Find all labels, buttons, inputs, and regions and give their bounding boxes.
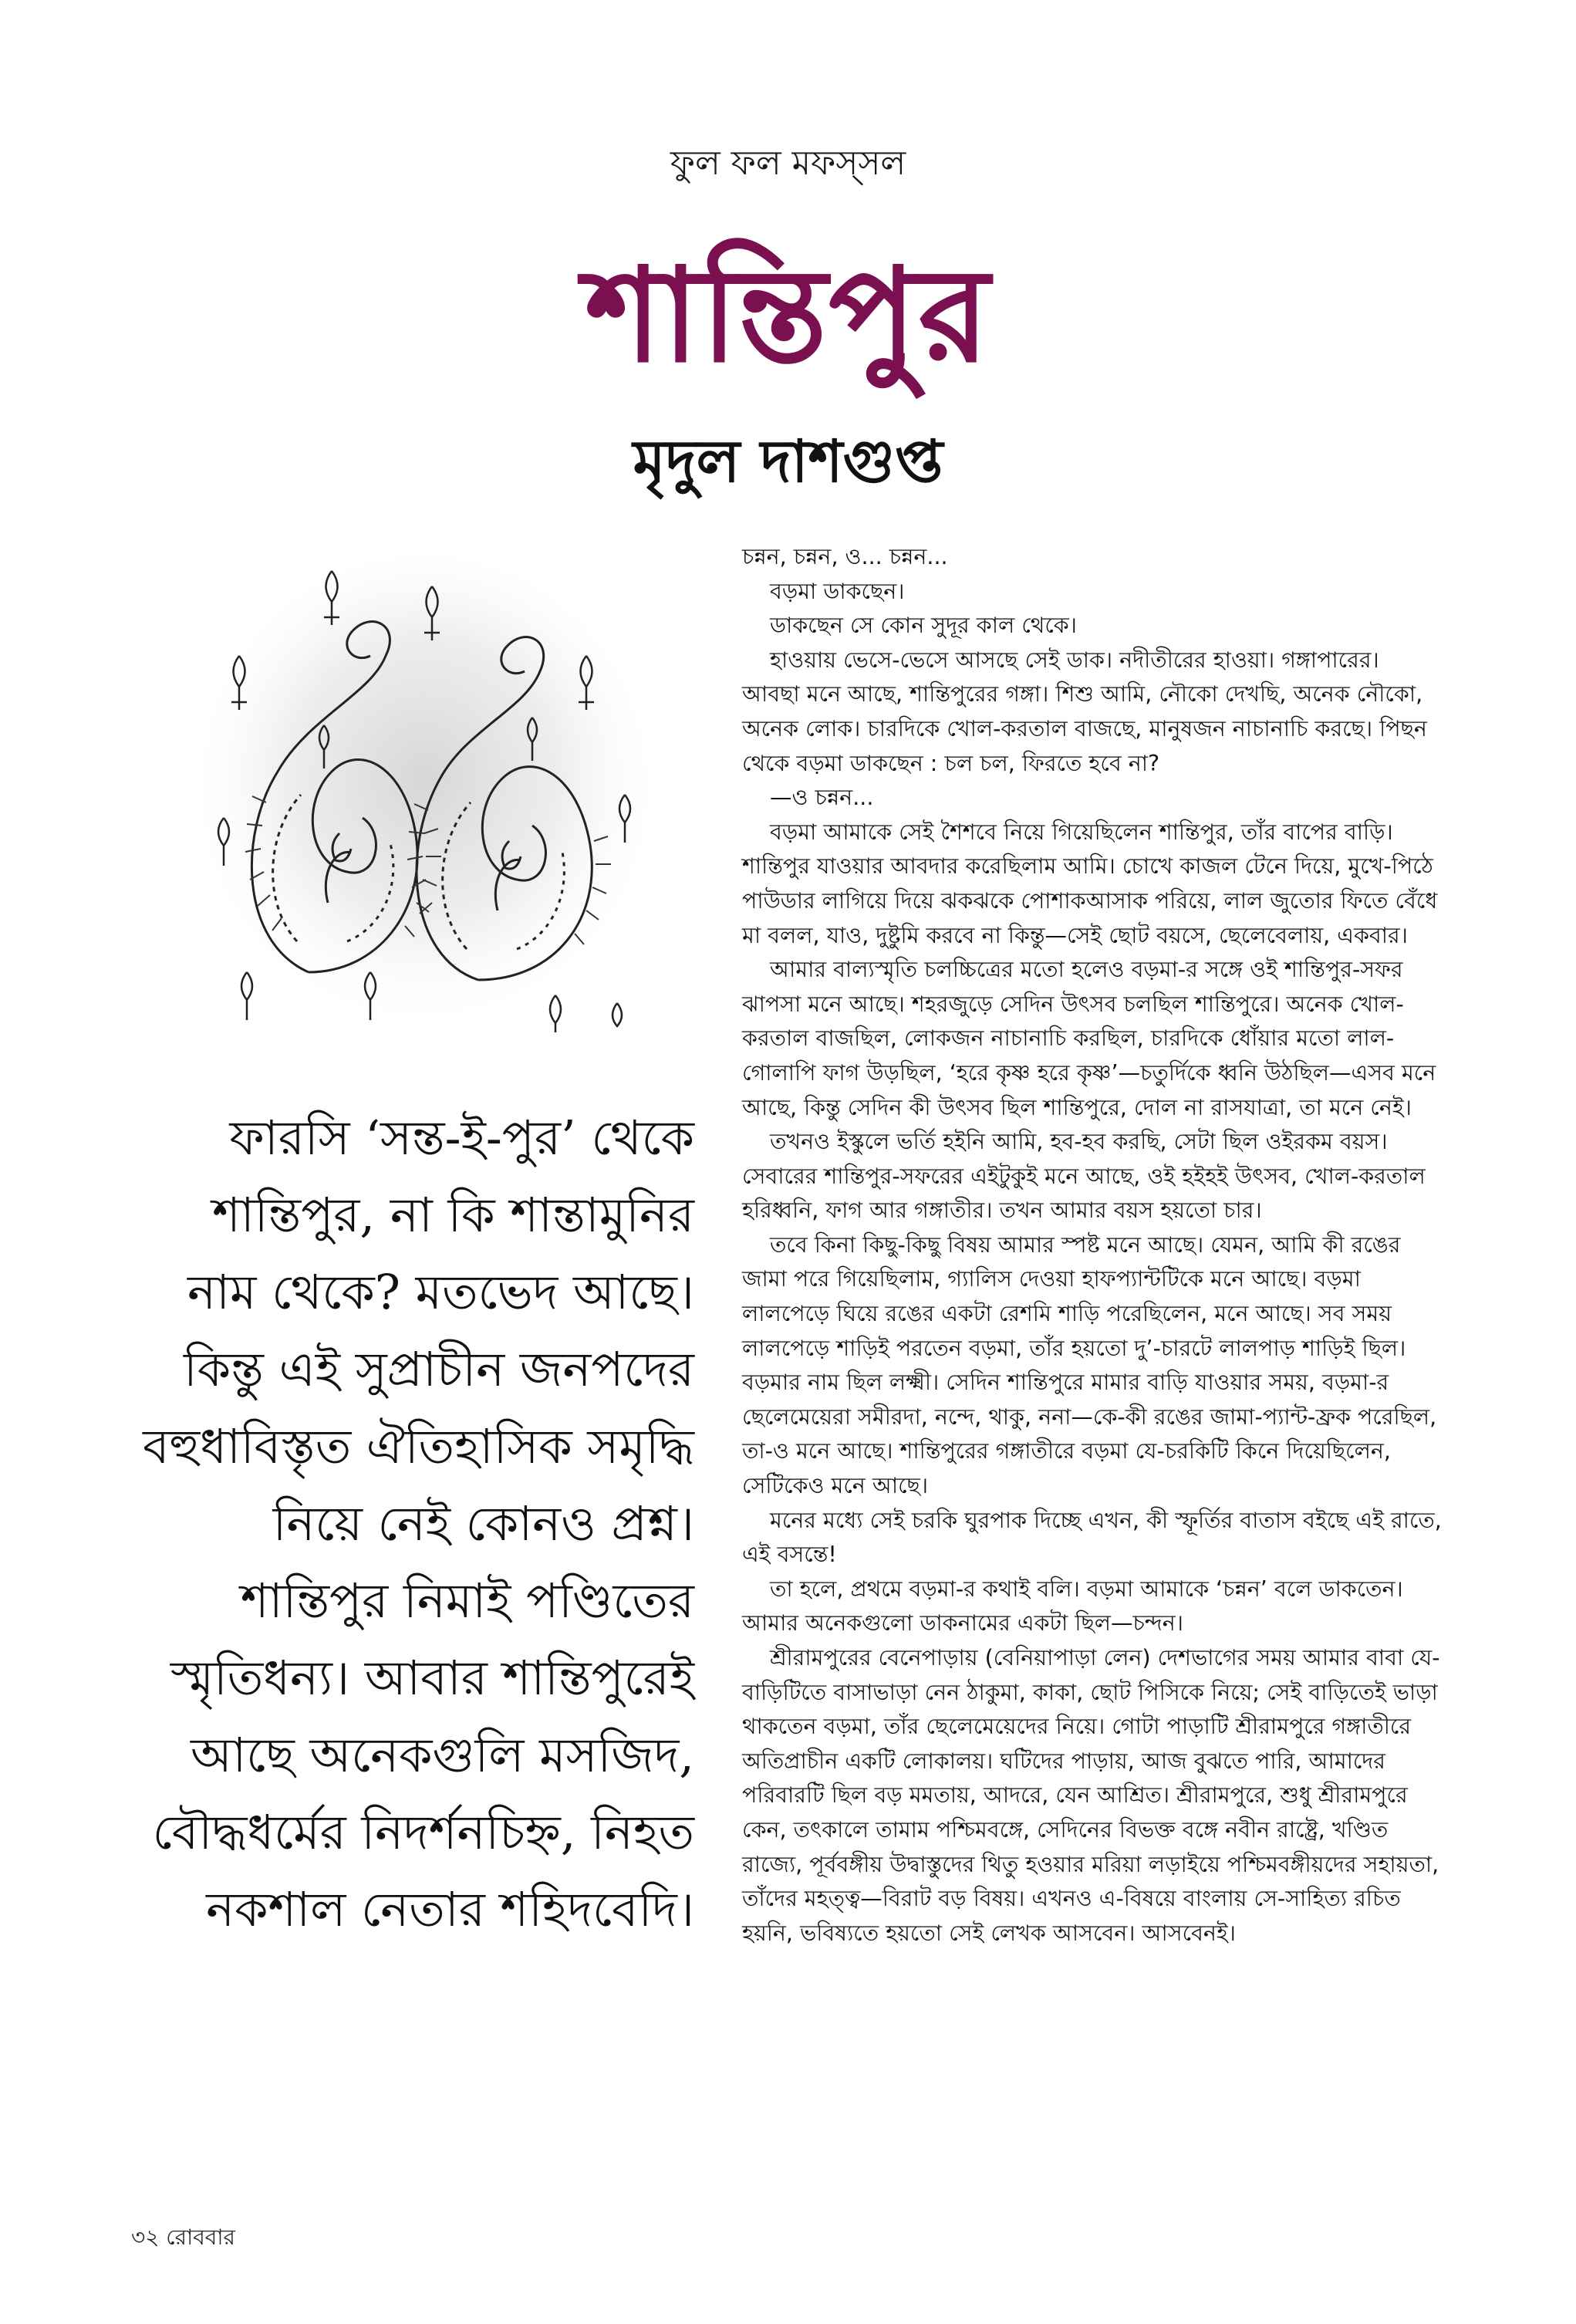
paisley-motif-illustration xyxy=(193,540,656,1034)
article-paragraph: বড়মা আমাকে সেই শৈশবে নিয়ে গিয়েছিলেন শান্তিপুর, তাঁর বাপের বাড়ি। শান্তিপুর যাওয়ার আবদার করেছিলাম আমি। চোখে কাজল টেনে দিয়ে, মুখে-পিঠে পাউডার লাগিয়ে দিয়ে ঝকঝকে পোশাকআসাক পরিয়ে, লাল জুতোর ফিতে বেঁধে মা বলল, যাও, দুষ্টুমি করবে না কিন্তু—সেই ছোট বয়সে, ছেলেবেলায়, একবার। xyxy=(742,819,1438,948)
article-paragraph: তবে কিনা কিছু-কিছু বিষয় আমার স্পষ্ট মনে আছে। যেমন, আমি কী রঙের জামা পরে গিয়েছিলাম, গ্যালিস দেওয়া হাফপ্যান্টটিকে মনে আছে। বড়মা লালপেড়ে ঘিয়ে রঙের একটা রেশমি শাড়ি পরেছিলেন, মনে আছে। সব সময় লালপেড়ে শাড়িই পরতেন বড়মা, তাঁর হয়তো দু’-চারটে লালপাড় শাড়িই ছিল। বড়মার নাম ছিল লক্ষ্মী। সেদিন শান্তিপুরে মামার বাড়ি যাওয়ার সময়, বড়মা-র ছেলেমেয়েরা সমীরদা, নন্দে, থাকু, ননা—কে-কী রঙের জামা-প্যান্ট-ফ্রক পরেছিল, তা-ও মনে আছে। শান্তিপুরের গঙ্গাতীরে বড়মা যে-চরকিটি কিনে দিয়েছিলেন, সেটিকেও মনে আছে। xyxy=(742,1231,1437,1499)
article-paragraph: —ও চন্নন... xyxy=(770,785,874,811)
pull-quote xyxy=(139,1100,694,1948)
article-paragraph: ডাকছেন সে কোন সুদূর কাল থেকে। xyxy=(770,613,1077,639)
article-paragraph: চন্নন, চন্নন, ও... চন্নন... xyxy=(742,544,948,569)
article-paragraph: হাওয়ায় ভেসে-ভেসে আসছে সেই ডাক। নদীতীরের হাওয়া। গঙ্গাপারের। আবছা মনে আছে, শান্তিপুরের গঙ্গা। শিশু আমি, নৌকো দেখছি, অনেক নৌকো, অনেক লোক। চারদিকে খোল-করতাল বাজছে, মানুষজন নাচানাচি করছে। পিছন থেকে বড়মা ডাকছেন : চল চল, ফিরতে হবে না? xyxy=(742,647,1427,776)
article-paragraph: তা হলে, প্রথমে বড়মা-র কথাই বলি। বড়মা আমাকে ‘চন্নন’ বলে ডাকতেন। আমার অনেকগুলো ডাকনামের একটা ছিল—চন্দন। xyxy=(742,1576,1403,1637)
pull-quote-text: ফারসি ‘সন্ত-ই-পুর’ থেকে শান্তিপুর, না কি শান্তামুনির নাম থেকে? মতভেদ আছে। কিন্তু এই সুপ্রাচীন জনপদের বহুধাবিস্তৃত ঐতিহাসিক সমৃদ্ধি নিয়ে নেই কোনও প্রশ্ন। শান্তিপুর নিমাই পণ্ডিতের স্মৃতিধন্য। আবার শান্তিপুরেই আছে অনেকগুলি মসজিদ, বৌদ্ধধর্মের নিদর্শনচিহ্ন, নিহত নকশাল নেতার শহিদবেদি। xyxy=(143,1110,694,1937)
article-body xyxy=(742,540,1443,1951)
article-paragraph: শ্রীরামপুরের বেনেপাড়ায় (বেনিয়াপাড়া লেন) দেশভাগের সময় আমার বাবা যে-বাড়িটিতে বাসাভাড়া নেন ঠাকুমা, কাকা, ছোট পিসিকে নিয়ে; সেই বাড়িতেই ভাড়া থাকতেন বড়মা, তাঁর ছেলেমেয়েদের নিয়ে। গোটা পাড়াটি শ্রীরামপুরে গঙ্গাতীরে অতিপ্রাচীন একটি লোকালয়। ঘটিদের পাড়ায়, আজ বুঝতে পারি, আমাদের পরিবারটি ছিল বড় মমতায়, আদরে, যেন আশ্রিত। শ্রীরামপুরে, শুধু শ্রীরামপুরে কেন, তৎকালে তামাম পশ্চিমবঙ্গে, সেদিনের বিভক্ত বঙ্গে নবীন রাষ্ট্রে, খণ্ডিত রাজ্যে, পূর্ববঙ্গীয় উদ্বাস্তুদের থিতু হওয়ার মরিয়া লড়াইয়ে পশ্চিমবঙ্গীয়দের সহায়তা, তাঁদের মহত্ত্ব—বিরাট বড় বিষয়। এখনও এ-বিষয়ে বাংলায় সে-সাহিত্য রচিত হয়নি, ভবিষ্যতে হয়তো সেই লেখক আসবেন। আসবেনই। xyxy=(742,1645,1440,1946)
article-paragraph: আমার বাল্যস্মৃতি চলচ্চিত্রের মতো হলেও বড়মা-র সঙ্গে ওই শান্তিপুর-সফর ঝাপসা মনে আছে। শহরজুড়ে সেদিন উৎসব চলছিল শান্তিপুরে। অনেক খোল-করতাল বাজছিল, লোকজন নাচানাচি করছিল, চারদিকে ধোঁয়ার মতো লাল-গোলাপি ফাগ উড়ছিল, ‘হরে কৃষ্ণ হরে কৃষ্ণ’—চতুর্দিকে ধ্বনি উঠছিল—এসব মনে আছে, কিন্তু সেদিন কী উৎসব ছিল শান্তিপুরে, দোল না রাসযাত্রা, তা মনে নেই। xyxy=(742,957,1436,1120)
article-title: শান্তিপুর xyxy=(585,240,991,391)
page-folio: ৩২ রোববার xyxy=(131,2224,235,2250)
author-byline: মৃদুল দাশগুপ্ত xyxy=(633,427,943,495)
section-kicker: ফুল ফল মফস্‌সল xyxy=(670,144,906,183)
article-paragraph: তখনও ইস্কুলে ভর্তি হইনি আমি, হব-হব করছি, সেটা ছিল ওইরকম বয়স। সেবারের শান্তিপুর-সফরের এইটুকুই মনে আছে, ওই হইহই উৎসব, খোল-করতাল হরিধ্বনি, ফাগ আর গঙ্গাতীর। তখন আমার বয়স হয়তো চার। xyxy=(742,1129,1426,1224)
article-paragraph: মনের মধ্যে সেই চরকি ঘুরপাক দিচ্ছে এখন, কী স্ফূর্তির বাতাস বইছে এই রাতে, এই বসন্তে! xyxy=(742,1507,1442,1568)
article-paragraph: বড়মা ডাকছেন। xyxy=(770,578,905,604)
